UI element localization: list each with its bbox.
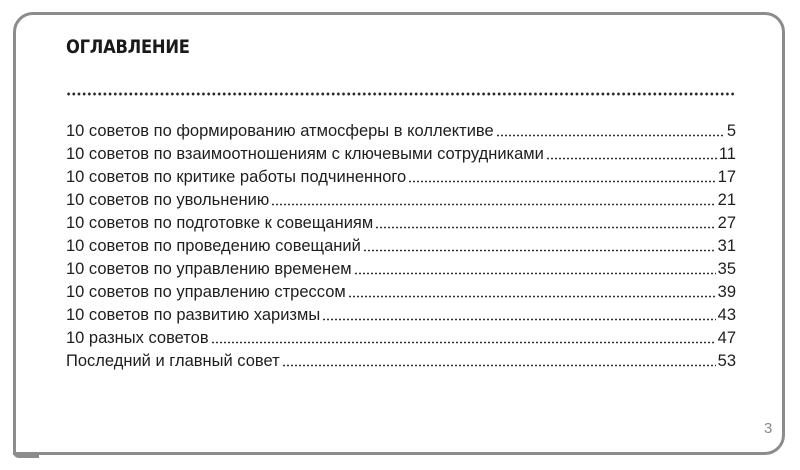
toc-entry-page: 43 (717, 306, 736, 324)
toc-entry-title: Последний и главный совет (66, 352, 280, 370)
toc-entry-title: 10 советов по развитию харизмы (66, 306, 321, 324)
toc-dot-leader (322, 315, 715, 321)
toc-entry[interactable] (66, 143, 736, 166)
heading-dotted-rule (66, 92, 736, 96)
toc-entry[interactable] (66, 189, 736, 212)
toc-entry[interactable] (66, 327, 736, 350)
toc-dot-leader (375, 223, 715, 229)
toc-entry-title: 10 советов по увольнению (66, 191, 270, 209)
toc-dot-leader (408, 177, 715, 183)
toc-entry[interactable] (66, 212, 736, 235)
page-number: 3 (764, 420, 773, 437)
toc-entry[interactable] (66, 281, 736, 304)
toc-entry[interactable] (66, 350, 736, 373)
toc-entry-title: 10 советов по формированию атмосферы в коллективе (66, 122, 494, 140)
toc-entry-page: 47 (717, 329, 736, 347)
toc-entry-title: 10 советов по критике работы подчиненного (66, 168, 407, 186)
toc-entry-page: 27 (717, 214, 736, 232)
toc-entry-page: 17 (717, 168, 736, 186)
toc-entry[interactable] (66, 120, 736, 143)
toc-dot-leader (271, 200, 715, 206)
toc-entry-page: 39 (717, 283, 736, 301)
toc-dot-leader (211, 338, 716, 344)
toc-entry[interactable] (66, 235, 736, 258)
toc-entry-page: 53 (717, 352, 736, 370)
toc-entry-title: 10 советов по взаимоотношениям с ключевыми сотрудниками (66, 145, 544, 163)
toc-entry-title: 10 советов по управлению стрессом (66, 283, 346, 301)
toc-entry-title: 10 разных советов (66, 329, 209, 347)
toc-entry[interactable] (66, 258, 736, 281)
toc-entry-title: 10 советов по управлению временем (66, 260, 352, 278)
toc-entry-page: 11 (718, 145, 736, 163)
toc-entry-page: 35 (717, 260, 736, 278)
toc-dot-leader (546, 154, 717, 160)
toc-entry[interactable] (66, 304, 736, 327)
toc-entry-page: 31 (717, 237, 736, 255)
toc-dot-leader (348, 292, 716, 298)
toc-entry-page: 21 (717, 191, 736, 209)
toc-entry-title: 10 советов по проведению совещаний (66, 237, 361, 255)
toc-entry-title: 10 советов по подготовке к совещаниям (66, 214, 374, 232)
toc-entry[interactable] (66, 166, 736, 189)
page-frame-tail (13, 440, 39, 458)
toc-dot-leader (282, 361, 716, 367)
toc-list (66, 120, 736, 373)
toc-dot-leader (496, 131, 725, 137)
toc-entry-page: 5 (726, 122, 736, 140)
toc-dot-leader (354, 269, 716, 275)
toc-heading: ОГЛАВЛЕНИЕ (66, 36, 190, 58)
toc-dot-leader (363, 246, 716, 252)
